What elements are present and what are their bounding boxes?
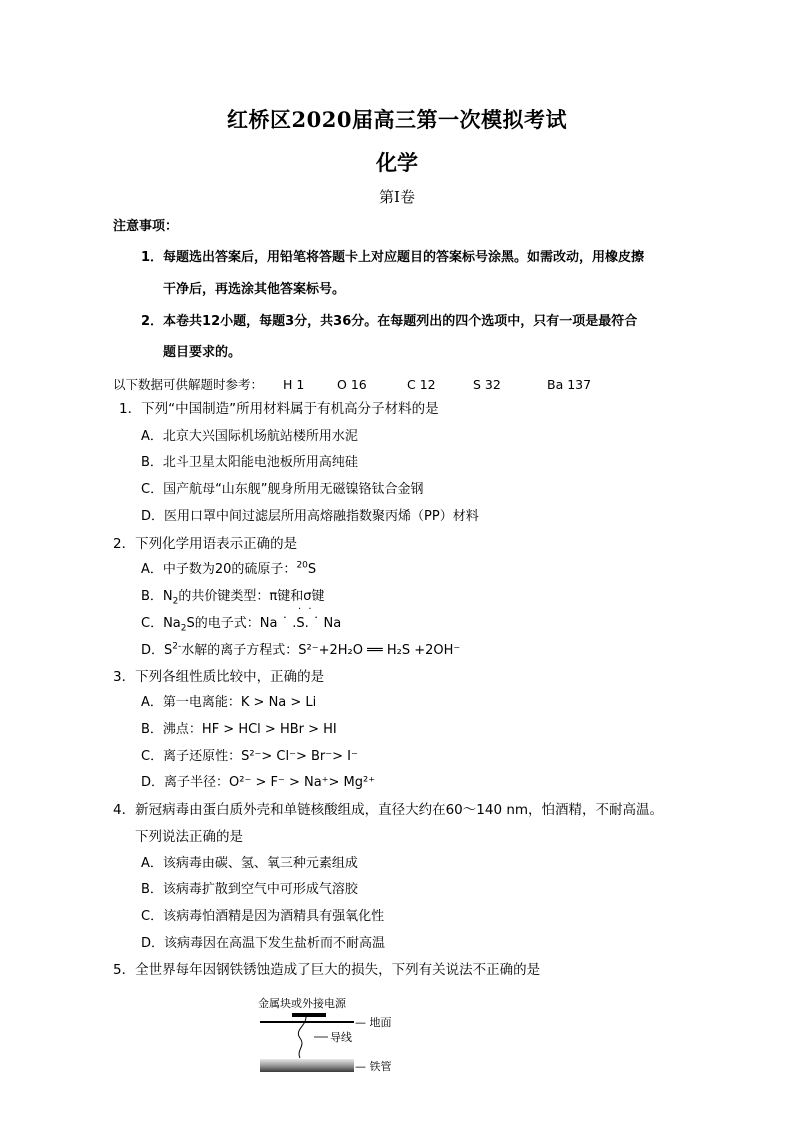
note-1-line2: 干净后，再选涂其他答案标号。 [163, 282, 346, 297]
question-1-option-d: D．医用口罩中间过滤层所用高熔融指数聚丙烯（PP）材料 [141, 509, 479, 524]
question-3-option-a: A．第一电离能：K > Na > Li [141, 695, 317, 710]
subject-title: 化学 [376, 150, 418, 175]
question-3-option-d: D．离子半径：O²⁻ > F⁻ > Na⁺> Mg²⁺ [141, 775, 376, 790]
question-1-option-b: B．北斗卫星太阳能电池板所用高纯硅 [141, 455, 358, 470]
question-5-stem: 5．全世界每年因钢铁锈蚀造成了巨大的损失，下列有关说法不正确的是 [113, 962, 541, 978]
volume-label: 第Ⅰ卷 [379, 188, 415, 206]
reference-masses: 以下数据可供解题时参考： H 1 O 16 C 12 S 32 Ba 137 [113, 377, 592, 392]
question-4-option-c: C．该病毒怕酒精是因为酒精具有强氧化性 [141, 909, 385, 924]
question-4-stem-line2: 下列说法正确的是 [135, 829, 243, 845]
iron-pipe [260, 1059, 354, 1072]
question-4-option-b: B．该病毒扩散到空气中可形成气溶胶 [141, 882, 358, 897]
question-2-option-d: D．$S^{2-}$水解的离子方程式：S²⁻+2H₂O ══ H₂S +2OH⁻ [141, 641, 461, 658]
question-2-stem: 2．下列化学用语表示正确的是 [113, 536, 298, 552]
question-4-stem: 4．新冠病毒由蛋白质外壳和单链核酸组成，直径大约在60～140 nm，怕酒精，不耐高温。 [113, 802, 664, 818]
question-3-option-c: C．离子还原性：S²⁻> Cl⁻> Br⁻> I⁻ [141, 749, 358, 764]
question-2-option-c: C．$Na_2S$的电子式：Na ˙ .S. ˙ Na [141, 616, 342, 634]
question-2-option-b: B．$N_2$的共价键类型：π键和σ键 [141, 589, 325, 607]
question-3-option-b: B．沸点：HF > HCl > HBr > HI [141, 722, 337, 737]
note-2-line1: 2．本卷共12小题，每题3分，共36分。在每题列出的四个选项中，只有一项是最符合 [141, 314, 638, 329]
wire [298, 1017, 306, 1058]
notes-heading: 注意事项： [113, 219, 179, 234]
question-3-stem: 3．下列各组性质比较中，正确的是 [113, 669, 325, 685]
diagram-wire-label: 导线 [330, 1031, 352, 1044]
question-1-option-c: C．国产航母“山东舰”舰身所用无磁镍铬钛合金钢 [141, 482, 424, 497]
electron-dots-top: · · [298, 604, 314, 615]
question-4-option-a: A．该病毒由碳、氢、氧三种元素组成 [141, 856, 358, 871]
question-4-option-d: D．该病毒因在高温下发生盐析而不耐高温 [141, 936, 386, 951]
diagram-top-label: 金属块或外接电源 [258, 997, 346, 1010]
corrosion-protection-diagram [250, 992, 420, 1082]
metal-block [292, 1013, 326, 1017]
question-1-option-a: A．北京大兴国际机场航站楼所用水泥 [141, 429, 358, 444]
note-2-line2: 题目要求的。 [163, 345, 242, 360]
diagram-ground-label: — 地面 [355, 1016, 392, 1029]
diagram-pipe-label: — 铁管 [355, 1060, 392, 1073]
exam-title: 红桥区2020届高三第一次模拟考试 [227, 107, 567, 132]
question-2-option-a: A．中子数为20的硫原子：$^{20}$S [141, 560, 317, 577]
question-1-stem: 1．下列“中国制造”所用材料属于有机高分子材料的是 [119, 401, 439, 417]
note-1-line1: 1．每题选出答案后，用铅笔将答题卡上对应题目的答案标号涂黑。如需改动，用橡皮擦 [141, 250, 645, 265]
